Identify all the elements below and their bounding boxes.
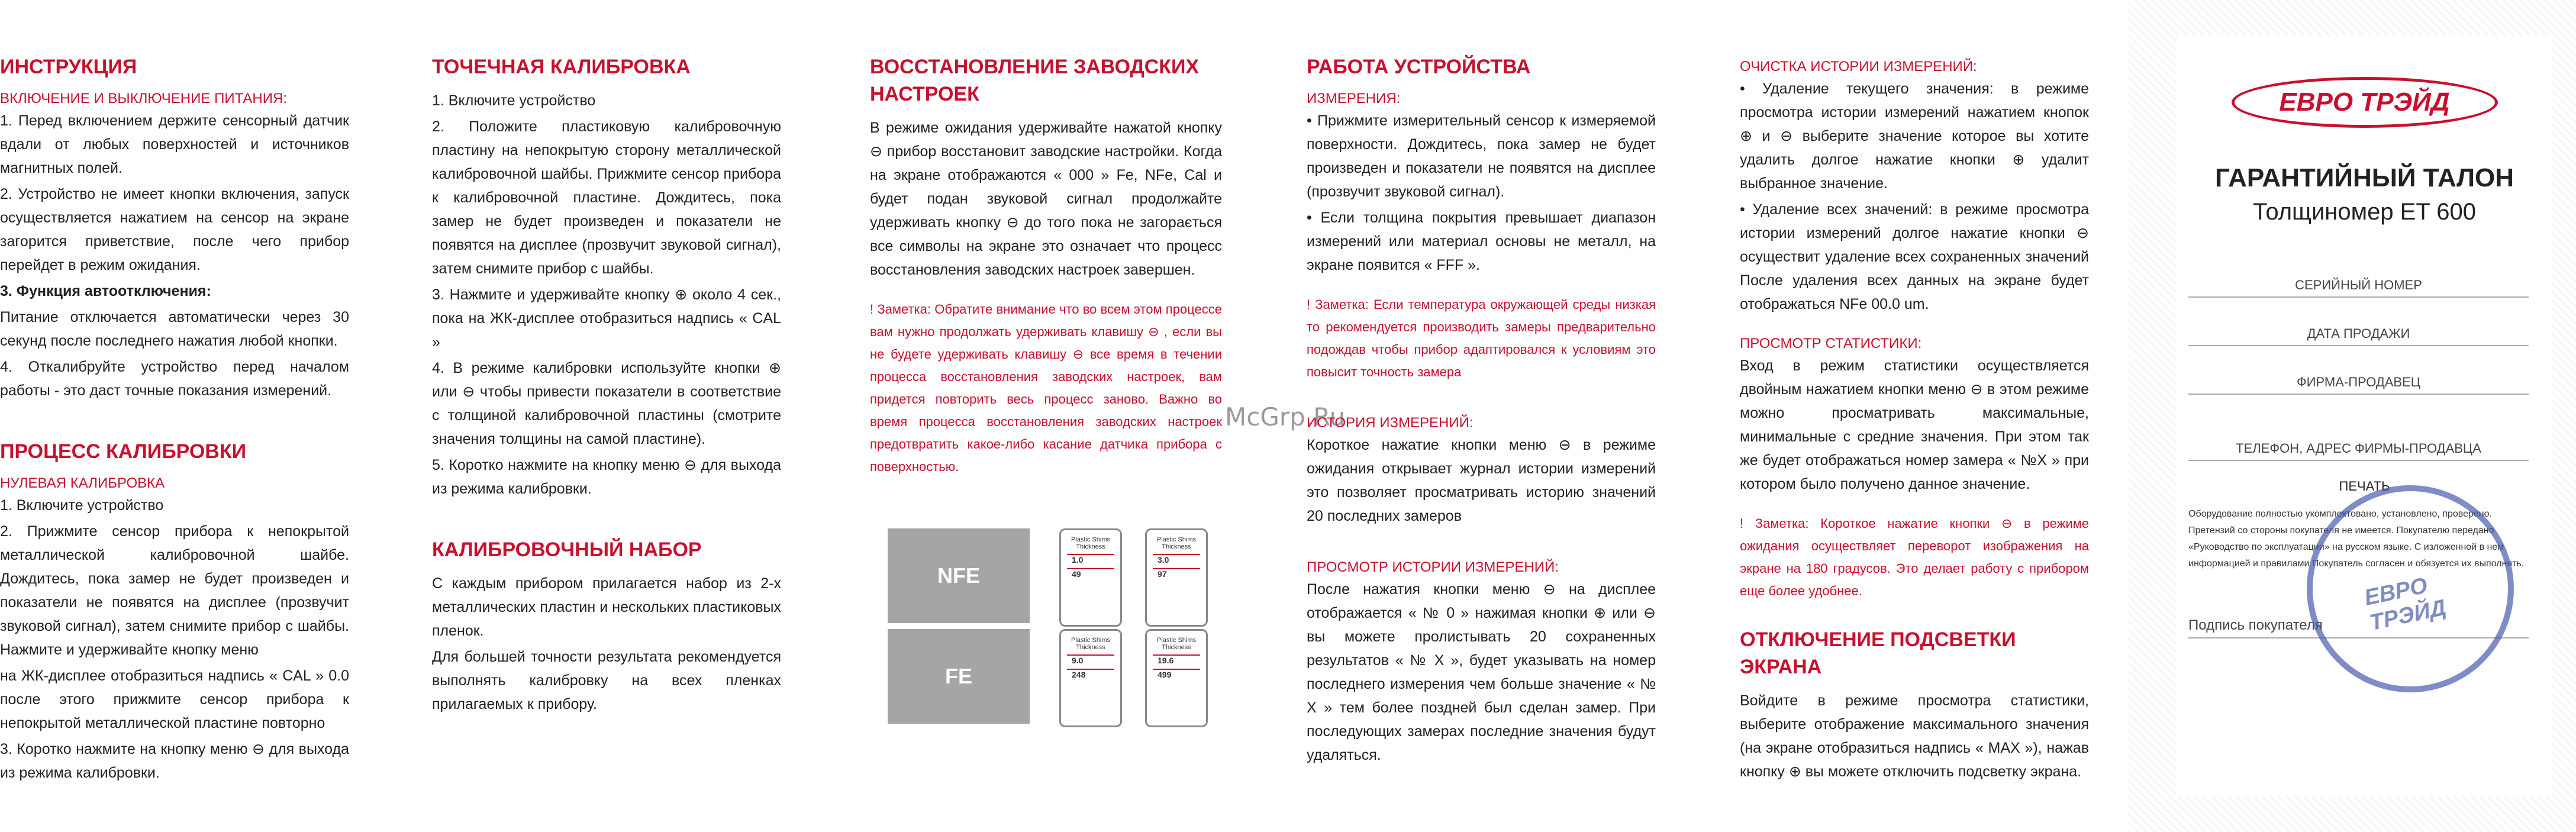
serial-number-field	[2188, 249, 2529, 298]
shim-value: 49	[1072, 569, 1081, 579]
text-paragraph: 3. Функция автоотключения:	[0, 283, 211, 299]
history-subtitle: ИСТОРИЯ ИЗМЕРЕНИЙ:	[1307, 415, 1474, 431]
note-text: ! Заметка: Короткое нажатие кнопки ⊖ в режиме ожидания осуществляет переворот изображения на экране на 180 градусов. Это делает работу с прибором еще более удобнее.	[1740, 516, 2089, 598]
text-paragraph: 4. Откалибруйте устройство перед началом работы - это даст точные показания измерений.	[0, 359, 349, 399]
warranty-card	[2129, 0, 2576, 832]
text-paragraph: 1. Включите устройство	[0, 497, 164, 514]
shim-value: 97	[1158, 569, 1167, 579]
text-paragraph: 3. Коротко нажмите на кнопку меню ⊖ для выхода из режима калибровки.	[0, 741, 349, 781]
text-paragraph: Короткое нажатие кнопки меню ⊖ в режиме ожидания открывает журнал истории измерений это позволяет просматривать историю значений 20 последних замеров	[1307, 437, 1656, 524]
history-view-subtitle: ПРОСМОТР ИСТОРИИ ИЗМЕРЕНИЙ:	[1307, 559, 1559, 575]
text-paragraph: Для большей точности результата рекомендуется выполнять калибровку на всех пленках прилагаемых к прибору.	[432, 649, 781, 712]
plastic-shim-card	[1145, 629, 1208, 727]
factory-reset-title: ВОССТАНОВЛЕНИЕ ЗАВОДСКИХ НАСТРОЕК	[870, 56, 1200, 105]
warranty-title: ГАРАНТИЙНЫЙ ТАЛОН	[2214, 163, 2514, 192]
calibration-kit-title: КАЛИБРОВОЧНЫЙ НАБОР	[432, 538, 702, 561]
text-paragraph: • Удаление текущего значения: в режиме просмотра истории измерений нажатием кнопок ⊕ и ⊖ выберите значение которое вы хотите удалить долгое нажатие кнопки ⊕ удалит выбранное значение.	[1740, 80, 2089, 192]
stamp-text: ЕВРО ТРЭЙД	[2362, 573, 2449, 636]
measurements-subtitle: ИЗМЕРЕНИЯ:	[1307, 91, 1401, 107]
zero-calibration-subtitle: НУЛЕВАЯ КАЛИБРОВКА	[0, 475, 165, 491]
shim-value: 9.0	[1072, 656, 1084, 665]
column-point-calibration	[432, 53, 781, 718]
shim-value: 499	[1158, 670, 1172, 679]
brand-name: ЕВРО ТРЭЙД	[2279, 88, 2450, 117]
shim-card-title: Plastic Shims Thickness	[1156, 536, 1197, 550]
shim-value: 1.0	[1072, 555, 1084, 565]
text-paragraph: Вход в режим статистики осуществляется двойным нажатием кнопки меню ⊖ в этом режиме можно просматривать максимальные, минимальные с средние значения. При этом так же будет отображаться номер замера « №Х » при котором было получено данное значение.	[1740, 357, 2089, 492]
plastic-shim-card	[1059, 528, 1122, 627]
fe-plate	[888, 629, 1030, 724]
statistics-subtitle: ПРОСМОТР СТАТИСТИКИ:	[1740, 336, 1922, 351]
seller-address-field	[2188, 395, 2529, 461]
shim-card-title: Plastic Shims Thickness	[1071, 536, 1111, 550]
brand-logo	[2232, 77, 2498, 128]
text-paragraph: 4. В режиме калибровки используйте кнопки ⊕ или ⊖ чтобы привести показатели в соответствие с толщиной калибровочной пластины (смотрите значения толщины на самой пластине).	[432, 360, 781, 447]
power-subtitle: ВКЛЮЧЕНИЕ И ВЫКЛЮЧЕНИЕ ПИТАНИЯ:	[0, 91, 288, 107]
column-history-clear	[1740, 57, 2089, 786]
calibration-process-title: ПРОЦЕСС КАЛИБРОВКИ	[0, 440, 247, 463]
text-paragraph: 1. Перед включением держите сенсорный датчик вдали от любых поверхностей и источников магнитных полей.	[0, 112, 349, 176]
text-paragraph: 1. Включите устройство	[432, 92, 596, 109]
column-factory-reset	[870, 53, 1222, 478]
sale-date-field	[2188, 298, 2529, 346]
column-instructions	[0, 53, 349, 787]
clear-history-subtitle: ОЧИСТКА ИСТОРИИ ИЗМЕРЕНИЙ:	[1740, 59, 1977, 75]
plastic-shim-card	[1145, 528, 1208, 627]
field-label: ФИРМА-ПРОДАВЕЦ	[2296, 375, 2421, 389]
nfe-plate	[888, 528, 1030, 623]
text-paragraph: • Прижмите измерительный сенсор к измеряемой поверхности. Дождитесь, пока замер не будет произведен и показатели не появятся на дисплее (прозвучит звуковой сигнал).	[1307, 112, 1656, 200]
text-paragraph: • Удаление всех значений: в режиме просмотра истории измерений долгое нажатие кнопки ⊖ осуществит удаление всех сохраненных значений После удаления всех данных на экране будет отображаться NFe 00.0 um.	[1740, 201, 2089, 312]
field-label: Подпись покупателя	[2188, 617, 2323, 633]
product-model: Толщиномер ET 600	[2253, 199, 2476, 225]
field-label: ДАТА ПРОДАЖИ	[2307, 326, 2410, 341]
text-paragraph: Войдите в режиме просмотра статистики, выберите отображение максимального значения (на экране отобразиться надпись « MAX »), нажав кнопку ⊕ вы можете отключить подсветку экрана.	[1740, 692, 2089, 780]
text-paragraph: В режиме ожидания удерживайте нажатой кнопку ⊖ прибор восстановит заводские настройки. Когда на экране отображаются « 000 » Fe, NFe, Cal и будет подан звуковой сигнал продолжайте удерживать кнопку ⊖ до того пока не загорається все символы на экране это означает что процесс восстановления заводских настроек завершен.	[870, 120, 1222, 278]
watermark: McGrp.Ru	[1225, 402, 1346, 431]
text-paragraph: 2. Прижмите сенсор прибора к непокрытой металлической калибровочной шайбе. Дождитесь, пока замер не будет произведен и показатели не появятся на дисплее (прозвучит звуковой сигнал), затем снимите прибор с шайбы. Нажмите и удерживайте кнопку меню	[0, 523, 349, 658]
text-paragraph: Питание отключается автоматически через 30 секунд после последнего нажатия любой кнопки.	[0, 309, 349, 349]
shim-card-title: Plastic Shims Thickness	[1156, 637, 1197, 651]
seller-field	[2188, 346, 2529, 395]
text-paragraph: 3. Нажмите и удерживайте кнопку ⊕ около 4 сек., пока на ЖК-дисплее отобразиться надпись « CAL »	[432, 286, 781, 350]
shim-card-title: Plastic Shims Thickness	[1071, 637, 1111, 651]
shim-value: 19.6	[1158, 656, 1174, 665]
column-operation	[1307, 53, 1656, 769]
shim-value: 248	[1072, 670, 1086, 679]
shim-value: 3.0	[1158, 555, 1169, 565]
operation-title: РАБОТА УСТРОЙСТВА	[1307, 56, 1531, 78]
note-text: ! Заметка: Обратите внимание что во всем этом процессе вам нужно продолжать удерживать клавишу ⊖ , если вы не будете удерживать клавишу ⊖ все время в течении процесса восстановления заводских настроек, вам придется повторить весь процесс заново. Важно во время процесса восстановления заводских настроек предотвратить какое-либо касание датчика прибора с поверхностью.	[870, 302, 1222, 474]
warranty-fine-print: Оборудование полностью укомплектовано, установлено, проверено. Претензий со стороны покупателя не имеется. Покупателю передано «Руководство по эксплуатации» на русском языке. С изложенной в нем информацией и правилами Покупатель согласен и обязуется их выполнять.	[2188, 509, 2525, 569]
text-paragraph: После нажатия кнопки меню ⊖ на дисплее отображается « № 0 » нажимая кнопки ⊕ или ⊖ вы можете пролистывать 20 сохраненных результатов « № X », будет указывать на номер последнего измерения чем больше значение « № X » тем более поздней был сделан замер. При последующих замерах последние значения будут удаляться.	[1307, 581, 1656, 763]
text-paragraph: 5. Коротко нажмите на кнопку меню ⊖ для выхода из режима калибровки.	[432, 457, 781, 497]
text-paragraph: 2. Положите пластиковую калибровочную пластину на непокрытую сторону металлической калибровочной шайбы. Прижмите сенсор прибора к калибровочной пластине. Дождитесь, пока замер не будет произведен и показатели не появятся на дисплее (прозвучит звуковой сигнал), затем снимите прибор с шайбы.	[432, 118, 781, 277]
field-label: СЕРИЙНЫЙ НОМЕР	[2295, 278, 2422, 292]
field-label: ТЕЛЕФОН, АДРЕС ФИРМЫ-ПРОДАВЦА	[2236, 441, 2481, 456]
text-paragraph: 2. Устройство не имеет кнопки включения, запуск осуществляется нажатием на сенсор на экране загорится приветствие, после чего прибор перейдет в режим ожидания.	[0, 186, 349, 273]
text-paragraph: • Если толщина покрытия превышает диапазон измерений или материал основы не металл, на экране появится « FFF ».	[1307, 209, 1656, 273]
nfe-label: NFE	[937, 563, 980, 588]
stamp-label: ПЕЧАТЬ	[2339, 479, 2390, 494]
plastic-shim-card	[1059, 629, 1122, 727]
fe-label: FE	[944, 664, 972, 688]
instructions-title: ИНСТРУКЦИЯ	[0, 56, 137, 78]
warranty-inner	[2177, 36, 2552, 796]
backlight-off-title: ОТКЛЮЧЕНИЕ ПОДСВЕТКИ ЭКРАНА	[1740, 628, 2016, 678]
point-calibration-title: ТОЧЕЧНАЯ КАЛИБРОВКА	[432, 56, 691, 78]
company-stamp	[2307, 485, 2514, 692]
text-paragraph: С каждым прибором прилагается набор из 2-х металлических пластин и нескольких пластиковых пленок.	[432, 575, 781, 639]
note-text: ! Заметка: Если температура окружающей среды низкая то рекомендуется производить замеры предварительно подождав чтобы прибор адаптировался к условиям это повысит точность замера	[1307, 297, 1656, 379]
text-paragraph: на ЖК-дисплее отобразиться надпись « CAL » 0.0 после этого прижмите сенсор прибора к непокрытой металлической пластине повторно	[0, 667, 349, 731]
